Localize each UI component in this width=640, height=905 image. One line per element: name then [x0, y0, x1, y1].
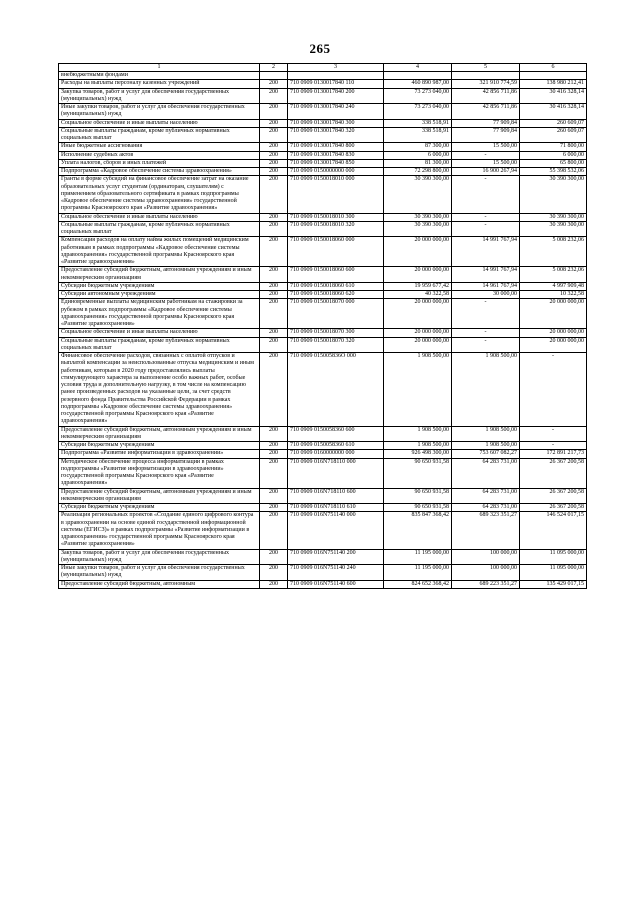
- row-approved-amount: 87 300,00: [384, 143, 452, 151]
- row-executed-amount: -: [452, 213, 520, 221]
- row-name: Социальные выплаты гражданам, кроме публичных нормативных социальных выплат: [59, 127, 260, 143]
- header-col-2: 2: [260, 64, 288, 72]
- row-name: Подпрограмма «Развитие информатизации в здравоохранении»: [59, 450, 260, 458]
- row-budget-code: 710 0909 0150018010 000: [288, 176, 384, 213]
- header-col-4: 4: [384, 64, 452, 72]
- row-approved-amount: 72 298 800,00: [384, 168, 452, 176]
- row-section: 200: [260, 213, 288, 221]
- row-remaining-amount: [520, 72, 587, 80]
- row-budget-code: 710 0909 0130017840 200: [288, 88, 384, 104]
- row-section: 200: [260, 104, 288, 120]
- row-budget-code: 710 0909 0130017840 800: [288, 143, 384, 151]
- row-approved-amount: 30 390 300,00: [384, 176, 452, 213]
- row-name: Подпрограмма «Кадровое обеспечение системы здравоохранения»: [59, 168, 260, 176]
- row-budget-code: 710 0909 0150018010 320: [288, 221, 384, 237]
- table-row: [59, 282, 587, 290]
- row-executed-amount: 42 856 711,86: [452, 104, 520, 120]
- row-name: Гранты в форме субсидий на финансовое обеспечение затрат на оказание образовательных услуг студентам (ординаторам, слушателям) с применением образовательного сертификата в рамках подпрограммы «Кадровое обеспечение системы здравоохранения» государственной программы Красноярского края «Развитие здравоохранения»: [59, 176, 260, 213]
- row-remaining-amount: 138 980 212,41: [520, 80, 587, 88]
- table-row: [59, 442, 587, 450]
- table-row: [59, 267, 587, 283]
- row-executed-amount: 100 000,00: [452, 565, 520, 581]
- row-name: внебюджетными фондами: [59, 72, 260, 80]
- row-remaining-amount: -: [520, 426, 587, 442]
- row-name: Иные закупки товаров, работ и услуг для обеспечения государственных (муниципальных) нужд: [59, 565, 260, 581]
- row-name: Реализация региональных проектов «Создание единого цифрового контура в здравоохранении на основе единой государственной информационной системы (ЕГИСЗ)» в рамках подпрограммы «Развитие информатизации в здравоохранении» государственной программы Красноярского края «Развитие здравоохранения»: [59, 512, 260, 549]
- row-approved-amount: 40 322,58: [384, 291, 452, 299]
- row-approved-amount: 338 518,91: [384, 127, 452, 143]
- row-budget-code: 710 0909 0150018070 000: [288, 299, 384, 329]
- row-budget-code: 710 0909 0160000000 000: [288, 450, 384, 458]
- table-row: [59, 80, 587, 88]
- row-budget-code: 710 0909 0150018060 620: [288, 291, 384, 299]
- row-executed-amount: 64 283 731,00: [452, 488, 520, 504]
- table-row: [59, 353, 587, 427]
- table-row: [59, 168, 587, 176]
- row-budget-code: 710 0909 0150018060 600: [288, 267, 384, 283]
- row-executed-amount: 42 856 711,86: [452, 88, 520, 104]
- row-budget-code: 710 0909 016N718110 600: [288, 488, 384, 504]
- budget-table: [58, 63, 587, 589]
- row-name: Социальное обеспечение и иные выплаты населению: [59, 213, 260, 221]
- row-executed-amount: 15 500,00: [452, 143, 520, 151]
- header-col-3: 3: [288, 64, 384, 72]
- row-name: Социальное обеспечение и иные выплаты населению: [59, 119, 260, 127]
- row-budget-code: 710 0909 0130017840 300: [288, 119, 384, 127]
- row-budget-code: 710 0909 016N718110 610: [288, 504, 384, 512]
- row-remaining-amount: -: [520, 442, 587, 450]
- row-remaining-amount: 26 367 200,58: [520, 488, 587, 504]
- row-section: [260, 72, 288, 80]
- row-executed-amount: 77 909,84: [452, 119, 520, 127]
- row-budget-code: 710 0909 0130017840 850: [288, 159, 384, 167]
- table-body: [59, 72, 587, 589]
- row-remaining-amount: 10 322,58: [520, 291, 587, 299]
- row-approved-amount: 30 390 300,00: [384, 221, 452, 237]
- row-approved-amount: 20 000 000,00: [384, 299, 452, 329]
- row-budget-code: 710 0909 0150018070 300: [288, 329, 384, 337]
- row-budget-code: 710 0909 0150018010 300: [288, 213, 384, 221]
- table-row: [59, 291, 587, 299]
- row-section: 200: [260, 337, 288, 353]
- row-budget-code: 710 0909 0150058360 610: [288, 442, 384, 450]
- row-executed-amount: 14 991 767,94: [452, 267, 520, 283]
- row-section: 200: [260, 221, 288, 237]
- row-remaining-amount: 135 429 017,15: [520, 580, 587, 588]
- table-row: [59, 549, 587, 565]
- row-name: Уплата налогов, сборов и иных платежей: [59, 159, 260, 167]
- row-section: 200: [260, 549, 288, 565]
- row-budget-code: 710 0909 0130017840 320: [288, 127, 384, 143]
- row-approved-amount: 11 195 000,00: [384, 549, 452, 565]
- row-name: Предоставление субсидий бюджетным, автономным: [59, 580, 260, 588]
- row-section: 200: [260, 237, 288, 267]
- row-approved-amount: 11 195 000,00: [384, 565, 452, 581]
- row-approved-amount: 20 000 000,00: [384, 329, 452, 337]
- row-budget-code: 710 0909 0150058360 600: [288, 426, 384, 442]
- row-name: Субсидии автономным учреждениям: [59, 291, 260, 299]
- row-budget-code: 710 0909 015005836О 000: [288, 353, 384, 427]
- row-name: Предоставление субсидий бюджетным, автономным учреждениям и иным некоммерческим организациям: [59, 488, 260, 504]
- table-row: [59, 176, 587, 213]
- table-row: [59, 458, 587, 488]
- row-section: 200: [260, 299, 288, 329]
- table-row: [59, 143, 587, 151]
- page-number: 265: [309, 41, 331, 56]
- row-approved-amount: 1 908 500,00: [384, 353, 452, 427]
- row-name: Социальное обеспечение и иные выплаты населению: [59, 329, 260, 337]
- row-executed-amount: 64 283 731,00: [452, 458, 520, 488]
- row-name: Расходы на выплаты персоналу казенных учреждений: [59, 80, 260, 88]
- row-remaining-amount: 5 008 232,06: [520, 267, 587, 283]
- row-name: Социальные выплаты гражданам, кроме публичных нормативных социальных выплат: [59, 337, 260, 353]
- row-budget-code: 710 0909 016N751140 600: [288, 580, 384, 588]
- row-executed-amount: 30 000,00: [452, 291, 520, 299]
- row-budget-code: 710 0909 016N718110 000: [288, 458, 384, 488]
- row-executed-amount: 15 500,00: [452, 159, 520, 167]
- row-executed-amount: 1 908 500,00: [452, 426, 520, 442]
- row-section: 200: [260, 329, 288, 337]
- row-budget-code: 710 0909 016N751140 000: [288, 512, 384, 549]
- row-section: 200: [260, 512, 288, 549]
- row-executed-amount: -: [452, 299, 520, 329]
- row-executed-amount: -: [452, 329, 520, 337]
- row-executed-amount: 16 900 267,94: [452, 168, 520, 176]
- row-executed-amount: 14 991 767,94: [452, 237, 520, 267]
- row-budget-code: 710 0909 0150018070 320: [288, 337, 384, 353]
- row-remaining-amount: -: [520, 353, 587, 427]
- header-col-1: 1: [59, 64, 260, 72]
- row-section: 200: [260, 442, 288, 450]
- row-approved-amount: 1 908 500,00: [384, 442, 452, 450]
- table-row: [59, 72, 587, 80]
- row-remaining-amount: 26 367 200,58: [520, 504, 587, 512]
- row-budget-code: 710 0909 016N751140 200: [288, 549, 384, 565]
- row-approved-amount: 90 650 931,58: [384, 458, 452, 488]
- row-remaining-amount: 4 997 909,48: [520, 282, 587, 290]
- row-name: Единовременные выплаты медицинским работникам на стажировки за рубежом в рамках подпрограммы «Кадровое обеспечение системы здравоохранения» государственной программы Красноярского края «Развитие здравоохранения»: [59, 299, 260, 329]
- row-name: Социальные выплаты гражданам, кроме публичных нормативных социальных выплат: [59, 221, 260, 237]
- row-approved-amount: 73 273 040,00: [384, 88, 452, 104]
- row-approved-amount: 20 000 000,00: [384, 337, 452, 353]
- row-approved-amount: 20 000 000,00: [384, 267, 452, 283]
- row-remaining-amount: 30 390 300,00: [520, 221, 587, 237]
- row-budget-code: 710 0909 0130017840 110: [288, 80, 384, 88]
- row-executed-amount: 321 910 774,59: [452, 80, 520, 88]
- row-section: 200: [260, 168, 288, 176]
- row-section: 200: [260, 119, 288, 127]
- row-approved-amount: 824 652 368,42: [384, 580, 452, 588]
- table-row: [59, 151, 587, 159]
- row-executed-amount: 1 908 500,00: [452, 353, 520, 427]
- row-name: Субсидии бюджетным учреждениям: [59, 282, 260, 290]
- row-approved-amount: 81 300,00: [384, 159, 452, 167]
- table-row: [59, 213, 587, 221]
- row-section: 200: [260, 176, 288, 213]
- row-name: Иные бюджетные ассигнования: [59, 143, 260, 151]
- table-row: [59, 237, 587, 267]
- row-remaining-amount: 65 800,00: [520, 159, 587, 167]
- row-name: Исполнение судебных актов: [59, 151, 260, 159]
- row-section: 200: [260, 159, 288, 167]
- row-approved-amount: 30 390 300,00: [384, 213, 452, 221]
- row-name: Предоставление субсидий бюджетным, автономным учреждениям и иным некоммерческим организациям: [59, 426, 260, 442]
- row-budget-code: 710 0909 0150018060 610: [288, 282, 384, 290]
- row-remaining-amount: 30 390 300,00: [520, 213, 587, 221]
- table-row: [59, 488, 587, 504]
- row-section: 200: [260, 282, 288, 290]
- row-remaining-amount: 11 095 000,00: [520, 565, 587, 581]
- row-approved-amount: 460 890 987,00: [384, 80, 452, 88]
- row-remaining-amount: 260 609,07: [520, 127, 587, 143]
- table-row: [59, 159, 587, 167]
- row-executed-amount: 77 909,84: [452, 127, 520, 143]
- row-remaining-amount: 55 398 532,06: [520, 168, 587, 176]
- row-budget-code: 710 0909 0150018060 000: [288, 237, 384, 267]
- row-approved-amount: 338 518,91: [384, 119, 452, 127]
- table-row: [59, 299, 587, 329]
- row-section: 200: [260, 450, 288, 458]
- row-executed-amount: 1 908 500,00: [452, 442, 520, 450]
- row-name: Компенсация расходов на оплату найма жилых помещений медицинским работникам в рамках подпрограммы «Кадровое обеспечение системы здравоохранения» государственной программы Красноярского края «Развитие здравоохранения»: [59, 237, 260, 267]
- row-budget-code: 710 0909 0130017840 240: [288, 104, 384, 120]
- row-section: 200: [260, 488, 288, 504]
- row-remaining-amount: 71 800,00: [520, 143, 587, 151]
- row-approved-amount: [384, 72, 452, 80]
- row-approved-amount: 6 000,00: [384, 151, 452, 159]
- table-header-row: [59, 64, 587, 72]
- row-remaining-amount: 11 095 000,00: [520, 549, 587, 565]
- row-section: 200: [260, 88, 288, 104]
- row-executed-amount: -: [452, 221, 520, 237]
- row-name: Субсидии бюджетным учреждениям: [59, 504, 260, 512]
- table-row: [59, 221, 587, 237]
- header-col-6: 6: [520, 64, 587, 72]
- row-approved-amount: 90 650 931,58: [384, 504, 452, 512]
- row-approved-amount: 926 498 300,00: [384, 450, 452, 458]
- row-section: 200: [260, 565, 288, 581]
- row-section: 200: [260, 143, 288, 151]
- row-name: Субсидии бюджетным учреждениям: [59, 442, 260, 450]
- row-remaining-amount: 6 000,00: [520, 151, 587, 159]
- row-section: 200: [260, 127, 288, 143]
- table-row: [59, 337, 587, 353]
- row-section: 200: [260, 267, 288, 283]
- row-executed-amount: [452, 72, 520, 80]
- row-executed-amount: 14 961 767,94: [452, 282, 520, 290]
- row-approved-amount: 90 650 931,58: [384, 488, 452, 504]
- row-executed-amount: -: [452, 176, 520, 213]
- table-row: [59, 450, 587, 458]
- row-name: Предоставление субсидий бюджетным, автономным учреждениям и иным некоммерческим организациям: [59, 267, 260, 283]
- table-row: [59, 329, 587, 337]
- table-row: [59, 580, 587, 588]
- row-section: 200: [260, 151, 288, 159]
- header-col-5: 5: [452, 64, 520, 72]
- row-approved-amount: 835 847 368,42: [384, 512, 452, 549]
- row-remaining-amount: 20 000 000,00: [520, 299, 587, 329]
- row-remaining-amount: 260 609,07: [520, 119, 587, 127]
- table-row: [59, 119, 587, 127]
- row-section: 200: [260, 458, 288, 488]
- row-executed-amount: 64 283 731,00: [452, 504, 520, 512]
- row-section: 200: [260, 80, 288, 88]
- row-remaining-amount: 30 416 328,14: [520, 88, 587, 104]
- row-approved-amount: 73 273 040,00: [384, 104, 452, 120]
- row-executed-amount: 689 223 351,27: [452, 580, 520, 588]
- row-section: 200: [260, 353, 288, 427]
- row-name: Финансовое обеспечение расходов, связанных с оплатой отпусков и выплатой компенсации за неиспользованные отпуска медицинским и иным работникам, которым в 2020 году предоставлялись выплаты стимулирующего характера за выполнение особо важных работ, особые условия труда и дополнительную нагрузку, в том числе на компенсацию ранее произведенных расходов на указанные цели, за счет средств резервного фонда Правительства Российской Федерации в рамках подпрограммы «Кадровое обеспечение системы здравоохранения» государственной программы Красноярского края «Развитие здравоохранения»: [59, 353, 260, 427]
- row-remaining-amount: 20 000 000,00: [520, 337, 587, 353]
- table-row: [59, 426, 587, 442]
- row-executed-amount: 100 000,00: [452, 549, 520, 565]
- row-name: Иные закупки товаров, работ и услуг для обеспечения государственных (муниципальных) нужд: [59, 104, 260, 120]
- row-budget-code: 710 0909 0130017840 830: [288, 151, 384, 159]
- row-executed-amount: -: [452, 337, 520, 353]
- row-approved-amount: 19 959 677,42: [384, 282, 452, 290]
- row-executed-amount: 753 607 082,27: [452, 450, 520, 458]
- row-budget-code: 710 0909 0150000000 000: [288, 168, 384, 176]
- row-executed-amount: 689 323 351,27: [452, 512, 520, 549]
- row-remaining-amount: 172 891 217,73: [520, 450, 587, 458]
- row-budget-code: [288, 72, 384, 80]
- row-remaining-amount: 146 524 017,15: [520, 512, 587, 549]
- row-section: 200: [260, 426, 288, 442]
- row-approved-amount: 20 000 000,00: [384, 237, 452, 267]
- table-row: [59, 127, 587, 143]
- row-remaining-amount: 30 416 328,14: [520, 104, 587, 120]
- row-budget-code: 710 0909 016N751140 240: [288, 565, 384, 581]
- row-name: Закупка товаров, работ и услуг для обеспечения государственных (муниципальных) нужд: [59, 88, 260, 104]
- table-row: [59, 504, 587, 512]
- row-name: Методическое обеспечение процесса информатизации в рамках подпрограммы «Развитие информатизации в здравоохранении» государственной программы Красноярского края «Развитие здравоохранения»: [59, 458, 260, 488]
- row-remaining-amount: 5 008 232,06: [520, 237, 587, 267]
- row-name: Закупка товаров, работ и услуг для обеспечения государственных (муниципальных) нужд: [59, 549, 260, 565]
- row-remaining-amount: 30 390 300,00: [520, 176, 587, 213]
- table-row: [59, 565, 587, 581]
- table-row: [59, 512, 587, 549]
- row-section: 200: [260, 580, 288, 588]
- row-section: 200: [260, 291, 288, 299]
- table-row: [59, 88, 587, 104]
- row-remaining-amount: 26 367 200,58: [520, 458, 587, 488]
- row-executed-amount: -: [452, 151, 520, 159]
- row-approved-amount: 1 908 500,00: [384, 426, 452, 442]
- table-row: [59, 104, 587, 120]
- row-section: 200: [260, 504, 288, 512]
- row-remaining-amount: 20 000 000,00: [520, 329, 587, 337]
